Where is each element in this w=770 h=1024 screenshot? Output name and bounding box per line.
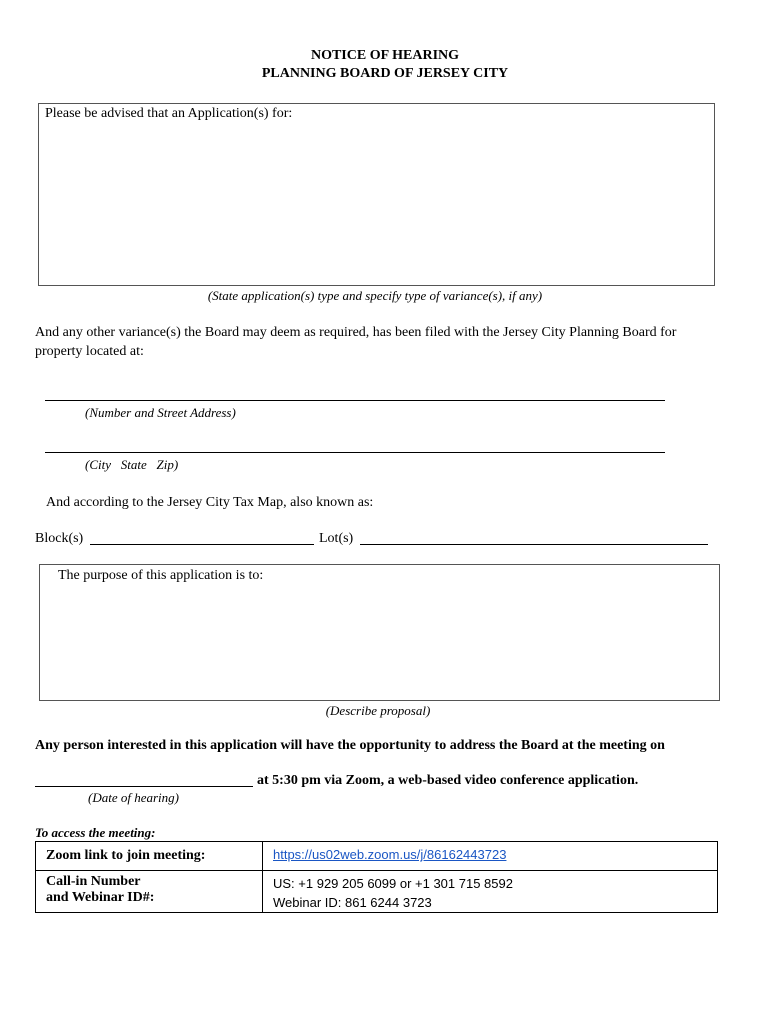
purpose-caption: (Describe proposal) (325, 703, 431, 718)
tax-map-text: And according to the Jersey City Tax Map, also known as: (46, 495, 374, 510)
lot-line[interactable] (360, 544, 708, 545)
lot-label: Lot(s) (319, 531, 354, 546)
purpose-box-label: The purpose of this application is to: (58, 568, 264, 583)
title-line-2: PLANNING BOARD OF JERSEY CITY (261, 66, 509, 81)
zoom-row (36, 842, 718, 871)
zoom-label: Zoom link to join meeting: (46, 848, 206, 863)
zoom-label-cell (36, 842, 263, 871)
callin-label-cell (36, 871, 263, 913)
callin-values-cell (263, 871, 718, 913)
property-intro-line-2: property located at: (35, 344, 144, 359)
zoom-link-cell (263, 842, 718, 871)
zoom-link[interactable]: https://us02web.zoom.us/j/86162443723 (273, 847, 507, 862)
street-address-line[interactable] (45, 400, 665, 401)
webinar-id: Webinar ID: 861 6244 3723 (273, 895, 432, 910)
access-table (35, 841, 718, 913)
block-label: Block(s) (35, 531, 84, 546)
purpose-box[interactable] (39, 564, 720, 701)
access-heading: To access the meeting: (35, 825, 156, 840)
callin-label-line-1: Call-in Number (46, 874, 141, 889)
application-caption: (State application(s) type and specify type of variance(s), if any) (207, 288, 543, 303)
hearing-date-caption: (Date of hearing) (88, 790, 179, 805)
application-box-label: Please be advised that an Application(s) for: (45, 106, 293, 121)
hearing-line-2: at 5:30 pm via Zoom, a web-based video conference application. (257, 773, 639, 788)
city-state-zip-caption: (City State Zip) (85, 457, 179, 472)
callin-numbers: US: +1 929 205 6099 or +1 301 715 8592 (273, 876, 513, 891)
title-line-1: NOTICE OF HEARING (310, 48, 460, 63)
hearing-line-1: Any person interested in this application will have the opportunity to address the Board at the meeting on (35, 738, 665, 753)
hearing-date-line[interactable] (35, 786, 253, 787)
callin-row (36, 871, 718, 913)
application-box[interactable] (38, 103, 715, 286)
street-address-caption: (Number and Street Address) (85, 405, 236, 420)
block-line[interactable] (90, 544, 314, 545)
callin-label-line-2: and Webinar ID#: (46, 890, 155, 905)
city-state-zip-line[interactable] (45, 452, 665, 453)
property-intro-line-1: And any other variance(s) the Board may deem as required, has been filed with the Jersey City Planning Board for (35, 325, 677, 340)
